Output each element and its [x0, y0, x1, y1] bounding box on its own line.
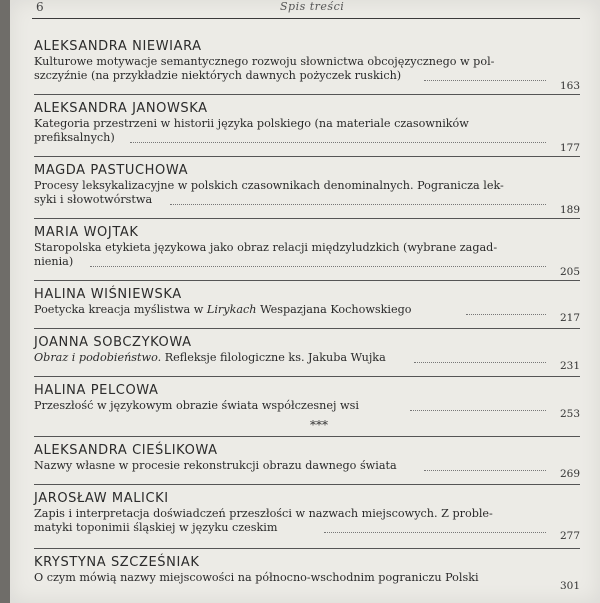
entry-divider — [34, 376, 580, 377]
entry-author: MARIA WOJTAK — [34, 225, 139, 240]
entry-page-number: 253 — [559, 408, 580, 420]
entry-title-line: szczyźnie (na przykładzie niektórych dawnych pożyczek ruskich) — [34, 69, 402, 82]
entry-title-line: prefiksalnych) — [34, 131, 115, 144]
entry-divider — [34, 280, 580, 281]
entry-title-line: Procesy leksykalizacyjne w polskich czasownikach denominalnych. Pogranicza lek- — [34, 179, 504, 192]
entry-title — [34, 55, 546, 83]
toc-entry[interactable] — [34, 382, 580, 422]
dot-leader — [424, 80, 546, 81]
entry-divider — [34, 548, 580, 549]
entry-title-line: nienia) — [34, 255, 74, 268]
entry-divider — [34, 328, 580, 329]
toc-entry[interactable] — [34, 38, 580, 94]
running-head: Spis treści — [280, 0, 345, 13]
entry-title — [34, 117, 546, 145]
entry-author: JAROSŁAW MALICKI — [34, 491, 169, 506]
book-page — [10, 0, 600, 603]
dot-leader — [324, 532, 546, 533]
entry-title-line: syki i słowotwórstwa — [34, 193, 153, 206]
entry-author: HALINA PELCOWA — [34, 383, 159, 398]
toc-entry[interactable] — [34, 286, 580, 326]
entry-author: ALEKSANDRA CIEŚLIKOWA — [34, 443, 218, 458]
entry-page-number: 301 — [559, 580, 580, 592]
dot-leader — [410, 410, 546, 411]
entry-title-text: Wespazjana Kochowskiego — [256, 303, 412, 316]
dot-leader — [424, 470, 546, 471]
entry-page-number: 205 — [559, 266, 580, 278]
entry-page-number: 163 — [559, 80, 580, 92]
entry-author: ALEKSANDRA JANOWSKA — [34, 101, 208, 116]
entry-title-line: matyki toponimii śląskiej w języku czeskim — [34, 521, 278, 534]
entry-title-text: Poetycka kreacja myślistwa w — [34, 303, 207, 316]
entry-page-number: 189 — [559, 204, 580, 216]
toc-entry[interactable] — [34, 554, 580, 594]
header-rule — [32, 18, 580, 19]
dot-leader — [170, 204, 546, 205]
entry-page-number: 277 — [559, 530, 580, 542]
dot-leader — [130, 142, 546, 143]
entry-title-italic: Lirykach — [206, 303, 257, 316]
entry-page-number: 217 — [559, 312, 580, 324]
entry-title-text: O czym mówią nazwy miejscowości na północno-wschodnim pograniczu Polski — [34, 571, 479, 584]
entry-title — [34, 507, 546, 535]
toc-entry[interactable] — [34, 162, 580, 218]
entry-divider — [34, 94, 580, 95]
entry-title — [34, 241, 546, 269]
toc-entry[interactable] — [34, 442, 580, 482]
entry-title — [34, 571, 546, 585]
entry-divider — [34, 484, 580, 485]
entry-title — [34, 179, 546, 207]
entry-page-number: 269 — [559, 468, 580, 480]
toc-entry[interactable] — [34, 490, 580, 546]
entry-title-text: Refleksje filologiczne ks. Jakuba Wujka — [161, 351, 386, 364]
entry-author: ALEKSANDRA NIEWIARA — [34, 39, 202, 54]
dot-leader — [414, 362, 546, 363]
dot-leader — [466, 314, 546, 315]
entry-title-line: Kulturowe motywacje semantycznego rozwoju słownictwa obcojęzycznego w pol- — [34, 55, 495, 68]
entry-author: JOANNA SOBCZYKOWA — [34, 335, 192, 350]
dot-leader — [90, 266, 546, 267]
entry-author: MAGDA PASTUCHOWA — [34, 163, 189, 178]
entry-title-text: Przeszłość w językowym obrazie świata współczesnej wsi — [34, 399, 359, 412]
page-number: 6 — [36, 0, 44, 14]
entry-title-text: Nazwy własne w procesie rekonstrukcji obrazu dawnego świata — [34, 459, 397, 472]
entry-author: HALINA WIŚNIEWSKA — [34, 287, 182, 302]
section-separator: *** — [310, 418, 328, 432]
entry-page-number: 231 — [559, 360, 580, 372]
toc-entry[interactable] — [34, 224, 580, 280]
entry-title-line: Kategoria przestrzeni w historii języka polskiego (na materiale czasowników — [34, 117, 469, 130]
entry-title-line: Staropolska etykieta językowa jako obraz relacji międzyludzkich (wybrane zagad- — [34, 241, 498, 254]
entry-author: KRYSTYNA SZCZEŚNIAK — [34, 555, 200, 570]
entry-divider — [34, 156, 580, 157]
toc-entry[interactable] — [34, 100, 580, 156]
toc-entry[interactable] — [34, 334, 580, 374]
entry-title-line: Zapis i interpretacja doświadczeń przeszłości w nazwach miejscowych. Z proble- — [34, 507, 493, 520]
section-divider — [34, 436, 580, 437]
entry-divider — [34, 218, 580, 219]
entry-page-number: 177 — [559, 142, 580, 154]
entry-title-italic: Obraz i podobieństwo. — [34, 351, 162, 364]
